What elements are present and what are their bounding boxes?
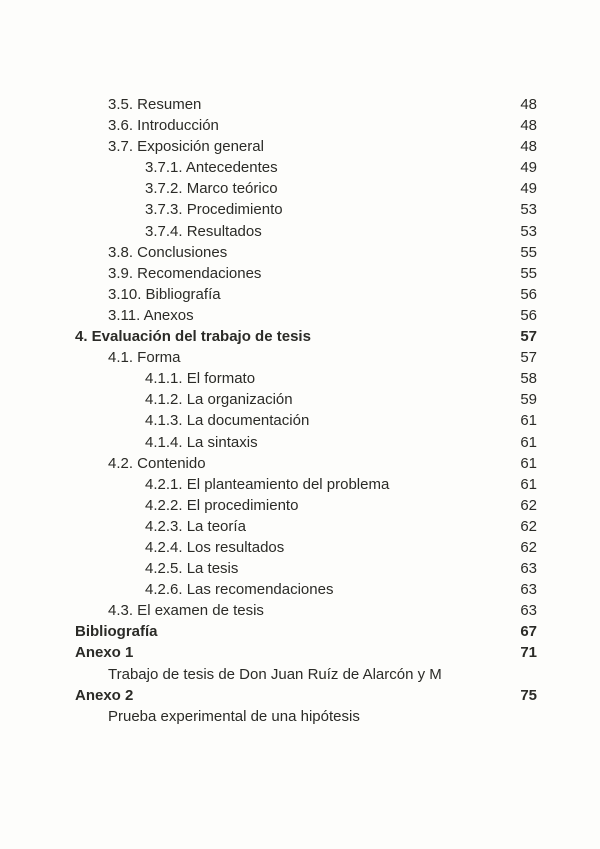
toc-entry-page: 57 <box>520 328 537 346</box>
toc-entry-label: 4.2.3. La teoría <box>145 517 246 535</box>
toc-entry-page: 49 <box>520 180 537 198</box>
toc-entry <box>0 558 600 579</box>
toc-entry-page: 61 <box>520 412 537 430</box>
toc-entry-label: 3.10. Bibliografía <box>108 285 221 303</box>
toc-entry-label: 4.1.3. La documentación <box>145 412 310 430</box>
toc-entry-page: 56 <box>520 285 537 303</box>
toc-entry <box>0 642 600 663</box>
toc-entry-label: 4.2.2. El procedimiento <box>145 496 299 514</box>
toc-entry <box>0 221 600 242</box>
toc-entry <box>0 178 600 199</box>
toc-entry-page: 62 <box>520 496 537 514</box>
toc-entry-page: 53 <box>520 222 537 240</box>
toc-entry <box>0 474 600 495</box>
toc-entry-label: 4.2.5. La tesis <box>145 560 239 578</box>
toc-entry-page: 55 <box>520 243 537 261</box>
toc-entry <box>0 579 600 600</box>
toc-entry-page: 57 <box>520 349 537 367</box>
toc-entry <box>0 115 600 136</box>
toc-entry-label: 3.7.3. Procedimiento <box>145 201 283 219</box>
toc-entry <box>0 432 600 453</box>
toc-entry-page: 63 <box>520 602 537 620</box>
toc-entry-label: 3.9. Recomendaciones <box>108 264 262 282</box>
toc-entry <box>0 305 600 326</box>
toc-entry-page: 49 <box>520 159 537 177</box>
toc-entry-page: 61 <box>520 475 537 493</box>
toc-entry <box>0 537 600 558</box>
toc-entry-label: 3.7.4. Resultados <box>145 222 262 240</box>
toc-entry-label: 3.6. Introducción <box>108 117 219 135</box>
toc-entry-page: 67 <box>520 623 537 641</box>
toc-entry-page: 75 <box>520 686 537 704</box>
toc-entry <box>0 453 600 474</box>
toc-entry-label: 3.8. Conclusiones <box>108 243 228 261</box>
toc-entry-label: 4.2. Contenido <box>108 454 206 472</box>
toc-entry-label: 4.1.2. La organización <box>145 391 293 409</box>
toc-entry-page: 59 <box>520 391 537 409</box>
toc-entry <box>0 284 600 305</box>
toc-entry-label: Trabajo de tesis de Don Juan Ruíz de Alarcón y M <box>108 665 442 683</box>
toc-entry <box>0 706 600 727</box>
toc-entry-page: 53 <box>520 201 537 219</box>
toc-entry <box>0 410 600 431</box>
toc-list <box>0 94 600 727</box>
toc-entry-label: 3.7.2. Marco teórico <box>145 180 278 198</box>
toc-entry <box>0 621 600 642</box>
toc-entry-page: 48 <box>520 96 537 113</box>
toc-entry-label: 4.2.6. Las recomendaciones <box>145 581 334 599</box>
toc-entry-page: 56 <box>520 306 537 324</box>
toc-entry <box>0 347 600 368</box>
toc-entry-label: 4.3. El examen de tesis <box>108 602 264 620</box>
toc-entry-page: 71 <box>520 644 537 662</box>
toc-entry-label: Bibliografía <box>75 623 158 641</box>
toc-entry-page: 48 <box>520 117 537 135</box>
toc-entry <box>0 326 600 347</box>
toc-entry <box>0 516 600 537</box>
toc-entry-label: 4. Evaluación del trabajo de tesis <box>75 328 311 346</box>
toc-entry-page: 62 <box>520 517 537 535</box>
toc-entry-label: 3.11. Anexos <box>108 306 194 324</box>
toc-entry-label: 4.1. Forma <box>108 349 181 367</box>
toc-entry-page: 63 <box>520 581 537 599</box>
toc-entry <box>0 94 600 115</box>
toc-entry-label: 3.5. Resumen <box>108 96 202 113</box>
toc-entry <box>0 136 600 157</box>
toc-entry-label: 4.2.4. Los resultados <box>145 538 285 556</box>
toc-entry-page: 61 <box>520 433 537 451</box>
toc-entry-label: 3.7.1. Antecedentes <box>145 159 278 177</box>
toc-entry <box>0 157 600 178</box>
toc-entry-label: Prueba experimental de una hipótesis <box>108 707 360 725</box>
toc-entry <box>0 368 600 389</box>
toc-entry-page: 55 <box>520 264 537 282</box>
toc-entry-label: 4.2.1. El planteamiento del problema <box>145 475 390 493</box>
toc-entry <box>0 389 600 410</box>
toc-entry <box>0 685 600 706</box>
toc-entry <box>0 664 600 685</box>
toc-entry <box>0 495 600 516</box>
toc-entry-label: Anexo 1 <box>75 644 134 662</box>
toc-entry <box>0 242 600 263</box>
toc-entry-label: 3.7. Exposición general <box>108 138 264 156</box>
toc-entry-page: 58 <box>520 370 537 388</box>
toc-entry-page: 48 <box>520 138 537 156</box>
toc-entry-page: 63 <box>520 560 537 578</box>
toc-entry <box>0 199 600 220</box>
toc-entry-label: 4.1.4. La sintaxis <box>145 433 258 451</box>
toc-entry-page: 62 <box>520 538 537 556</box>
toc-entry <box>0 263 600 284</box>
toc-entry <box>0 600 600 621</box>
toc-entry-label: 4.1.1. El formato <box>145 370 256 388</box>
toc-entry-page: 61 <box>520 454 537 472</box>
toc-entry-label: Anexo 2 <box>75 686 134 704</box>
